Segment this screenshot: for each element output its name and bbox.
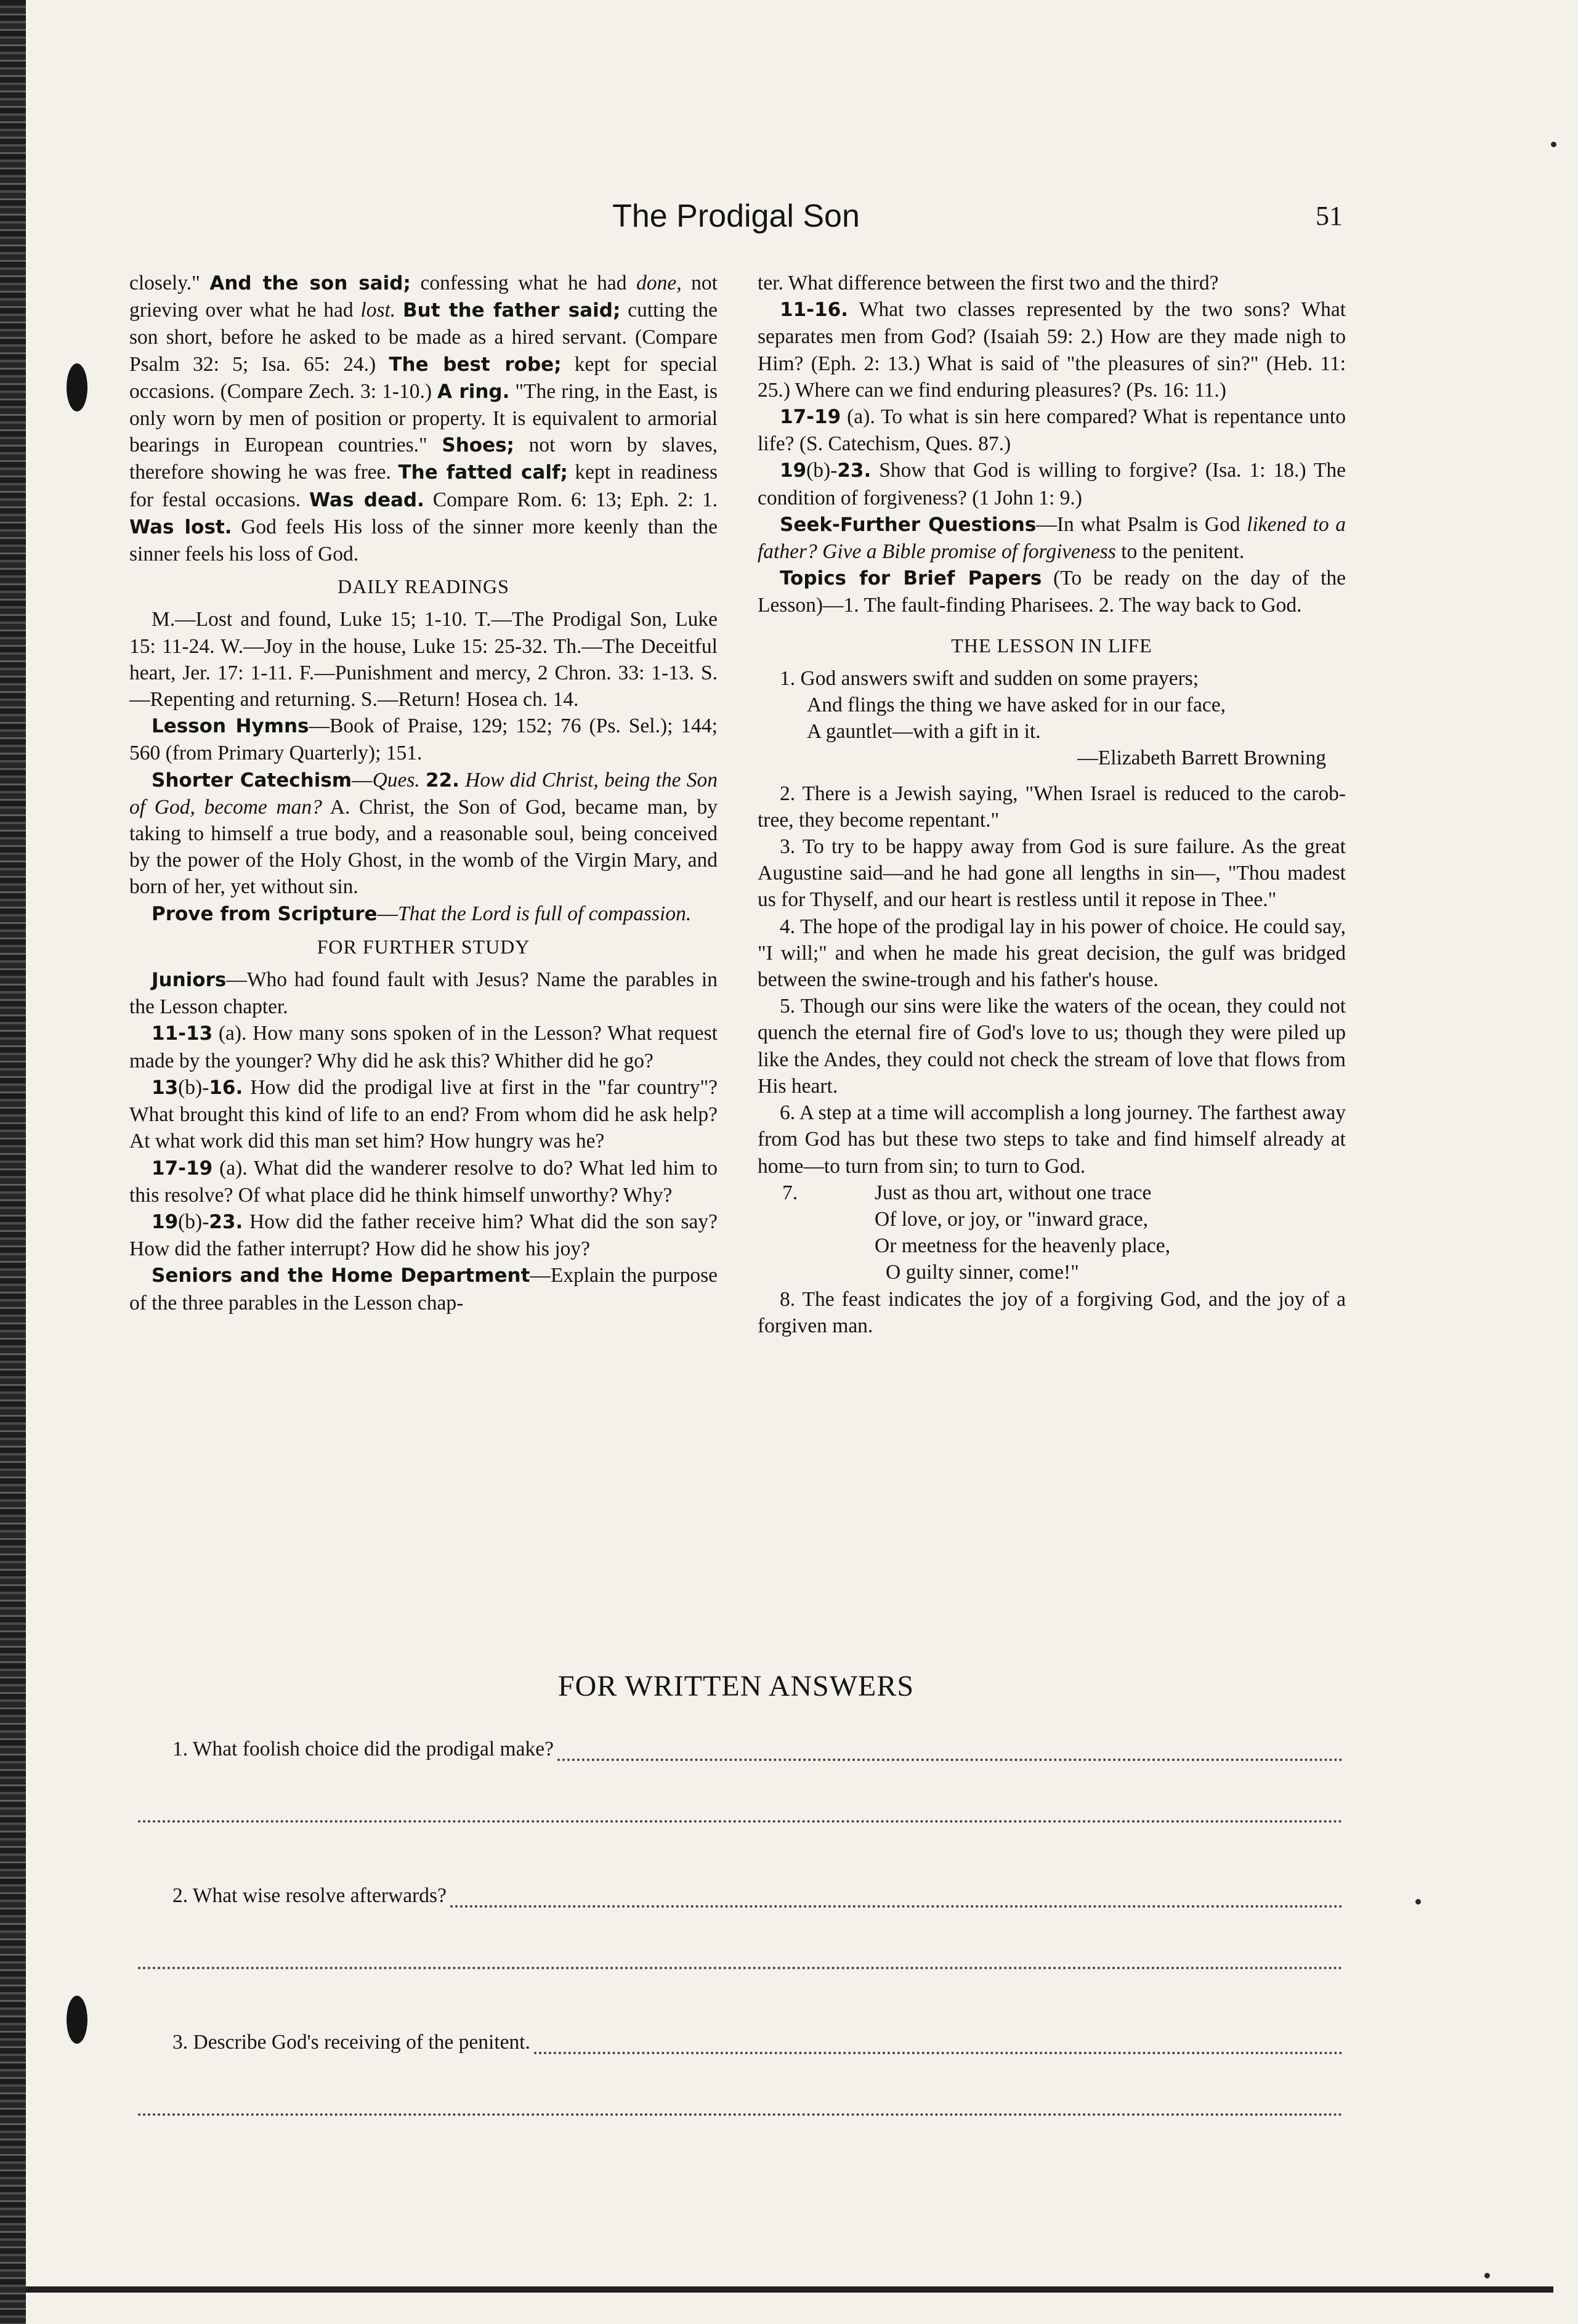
seek-further-questions: Seek-Further Questions—In what Psalm is God likened to a father? Give a Bible promise of forgiveness to the penitent. — [758, 512, 1346, 564]
bold-run: Seniors and the Home Department — [152, 1265, 530, 1287]
punch-hole-top — [67, 363, 87, 411]
lesson-in-life-heading: THE LESSON IN LIFE — [951, 634, 1152, 657]
bold-run: A ring. — [437, 380, 510, 403]
bold-run: 19 — [780, 460, 807, 482]
verse-line: O guilty sinner, come!" — [886, 1261, 1079, 1284]
topics-for-brief-papers: Topics for Brief Papers (To be ready on the day of the Lesson)—1. The fault-finding Pharisees. 2. The way back to God. — [758, 567, 1346, 617]
written-question-3-text: 3. Describe God's receiving of the penitent. — [172, 2031, 530, 2054]
lesson-item-8: 8. The feast indicates the joy of a forgiving God, and the joy of a forgiven man. — [758, 1287, 1346, 1337]
scan-speck — [1551, 142, 1556, 147]
bold-run: Was lost. — [129, 516, 232, 538]
written-question-1 — [172, 1738, 1343, 1761]
italic-run: Ques. — [372, 768, 420, 792]
bold-run: 23. — [837, 460, 872, 482]
further-study-heading: FOR FURTHER STUDY — [317, 935, 530, 958]
bold-run: Was dead. — [309, 488, 424, 511]
bold-run: But the father said; — [403, 299, 621, 322]
left-column — [129, 270, 718, 1316]
lesson-item-1-verse — [758, 692, 1346, 745]
lesson-item-4: 4. The hope of the prodigal lay in his power of choice. He could say, "I will;" and when he made his great decision, the gulf was bridged between the swine-trough and his father's house. — [758, 915, 1346, 992]
right-column — [758, 270, 1346, 1339]
running-head — [129, 195, 1343, 238]
page-title: The Prodigal Son — [612, 198, 860, 234]
bold-run: The best robe; — [389, 353, 562, 376]
bottom-rule — [26, 2286, 1553, 2293]
bold-run: 22. — [426, 769, 459, 792]
written-question-3 — [172, 2031, 1343, 2054]
bold-run: 17-19 — [152, 1157, 213, 1180]
answer-blank[interactable] — [450, 1888, 1343, 1908]
shorter-catechism: Shorter Catechism—Ques. 22. How did Christ, being the Son of God, become man? A. Christ, the Son of God, became man, by taking to himself a true body, and a reasonable soul, being conceived by the power of the Holy Ghost, in the womb of the Virgin Mary, and born of her, yet without sin. — [129, 768, 718, 899]
italic-run: Give a Bible promise of forgiveness — [822, 540, 1116, 564]
bold-run: 17-19 — [780, 406, 841, 429]
daily-readings-text: M.—Lost and found, Luke 15; 1-10. T.—The Prodigal Son, Luke 15: 11-24. W.—Joy in the house, Luke 15: 25-32. Th.—The Deceitful heart, Jer. 17: 1-11. F.—Punishment and mercy, 2 Chron. 33: 1-13. S.—Repenting and returning. S.—Return! Hosea ch. 14. — [129, 608, 718, 711]
bold-run: Shoes; — [442, 434, 514, 457]
verse-line: Or meetness for the heavenly place, — [875, 1234, 1170, 1258]
written-answers-section — [129, 1669, 1343, 2177]
bold-run: Juniors — [152, 969, 227, 992]
lesson-item-2: 2. There is a Jewish saying, "When Israel is reduced to the carob-tree, they become repentant." — [758, 782, 1346, 832]
answer-blank[interactable] — [534, 2035, 1343, 2054]
seniors-question-19-23: 19(b)-23. Show that God is willing to forgive? (Isa. 1: 18.) The condition of forgiveness? (1 John 1: 9.) — [758, 459, 1346, 509]
study-question-17-19: 17-19 (a). What did the wanderer resolve to do? What led him to this resolve? Of what place did he think himself unworthy? Why? — [129, 1156, 718, 1207]
bold-run: And the son said; — [209, 272, 411, 294]
bold-run: Topics for Brief Papers — [780, 567, 1042, 590]
italic-run: How did Christ, being the Son of God, become man? — [129, 768, 718, 819]
bold-run: Shorter Catechism — [152, 769, 352, 792]
punch-hole-bottom — [67, 1996, 87, 2044]
verse-line: Just as thou art, without one trace — [875, 1181, 1152, 1204]
lesson-item-1: 1. God answers swift and sudden on some prayers; — [780, 666, 1199, 690]
bold-run: 19 — [152, 1210, 179, 1233]
study-question-11-13: 11-13 (a). How many sons spoken of in the Lesson? What request made by the younger? Why did he ask this? Whither did he go? — [129, 1022, 718, 1072]
verse-line: Of love, or joy, or "inward grace, — [875, 1207, 1149, 1231]
scan-speck — [1415, 1899, 1421, 1905]
written-question-2-text: 2. What wise resolve afterwards? — [172, 1884, 447, 1907]
lesson-item-7-verse — [875, 1180, 1170, 1286]
written-question-2 — [172, 1884, 1343, 1908]
verse-attribution: —Elizabeth Barrett Browning — [1077, 747, 1326, 770]
daily-readings-heading: DAILY READINGS — [338, 575, 509, 598]
italic-run: likened to a father? — [758, 512, 1346, 564]
answer-blank-line[interactable] — [138, 2112, 1343, 2116]
answer-blank[interactable] — [557, 1741, 1343, 1761]
page-number: 51 — [1316, 201, 1343, 231]
juniors-paragraph: Juniors—Who had found fault with Jesus? Name the parables in the Lesson chapter. — [129, 968, 718, 1019]
scan-binding-edge — [0, 0, 26, 2324]
verse-line: A gauntlet—with a gift in it. — [807, 720, 1041, 743]
seniors-paragraph-continued: ter. What difference between the first two and the third? — [758, 272, 1219, 294]
lesson-item-7 — [758, 1180, 1346, 1286]
seniors-question-17-19: 17-19 (a). To what is sin here compared? What is repentance unto life? (S. Catechism, Ques. 87.) — [758, 405, 1346, 456]
bold-run: 13 — [152, 1076, 179, 1099]
seniors-paragraph: Seniors and the Home Department—Explain the purpose of the three parables in the Lesson chap- — [129, 1264, 718, 1314]
seniors-question-11-16: 11-16. What two classes represented by the two sons? What separates men from God? (Isaiah 59: 2.) How are they made nigh to Him? (Eph. 2: 13.) What is said of "the pleasures of sin?" (Heb. 11: 25.) Where can we find enduring pleasures? (Ps. 16: 11.) — [758, 298, 1346, 402]
notes-paragraph: closely." And the son said; confessing what he had done, not grieving over what he had lost. But the father said; cutting the son short, before he asked to be made as a hired servant. (Compare Psalm 32: 5; Isa. 65: 24.) The best robe; kept for special occasions. (Compare Zech. 3: 1-10.) A ring. "The ring, in the East, is only worn by men of position or property. It is equivalent to armorial bearings in European countries." Shoes; not worn by slaves, therefore showing he was free. The fatted calf; kept in readiness for festal occasions. Was dead. Compare Rom. 6: 13; Eph. 2: 1. Was lost. God feels His loss of the sinner more keenly than the sinner feels his loss of God. — [129, 272, 718, 566]
italic-run: That the Lord is full of compassion. — [398, 902, 692, 925]
study-question-19-23: 19(b)-23. How did the father receive him? What did the son say? How did the father interrupt? How did he show his joy? — [129, 1210, 718, 1261]
bold-run: 11-13 — [152, 1022, 213, 1045]
written-question-1-text: 1. What foolish choice did the prodigal make? — [172, 1738, 554, 1760]
lesson-hymns: Lesson Hymns—Book of Praise, 129; 152; 76 (Ps. Sel.); 144; 560 (from Primary Quarterly); 151. — [129, 715, 718, 765]
italic-run: done, — [636, 272, 682, 294]
bold-run: The fatted calf; — [398, 461, 568, 484]
bold-run: 11-16. — [780, 299, 848, 322]
bold-run: Prove from Scripture — [152, 902, 378, 925]
answer-blank-line[interactable] — [138, 1966, 1343, 1969]
lesson-item-5: 5. Though our sins were like the waters of the ocean, they could not quench the eternal fire of God's love to us; though they were piled up like the Andes, they could not check the stream of love that flows from His heart. — [758, 995, 1346, 1098]
lesson-item-3: 3. To try to be happy away from God is sure failure. As the great Augustine said—and he had gone all lengths in sin—, "Thou madest us for Thyself, and our heart is restless until it repose in Thee." — [758, 835, 1346, 912]
lesson-item-7-number: 7. — [782, 1181, 798, 1204]
bold-run: Seek-Further Questions — [780, 513, 1037, 536]
answer-blank-line[interactable] — [138, 1819, 1343, 1823]
study-question-13-16: 13(b)-16. How did the prodigal live at first in the "far country"? What brought this kind of life to an end? From whom did he ask help? At what work did this man set him? How hungry was he? — [129, 1075, 718, 1153]
scan-speck — [1484, 2273, 1490, 2278]
bold-run: Lesson Hymns — [152, 715, 309, 738]
verse-line: And flings the thing we have asked for in our face, — [807, 694, 1226, 717]
lesson-item-6: 6. A step at a time will accomplish a long journey. The farthest away from God has but these two steps to take and find himself already at home—to turn from sin; to turn to God. — [758, 1101, 1346, 1178]
italic-run: lost. — [360, 299, 396, 322]
prove-from-scripture: Prove from Scripture—That the Lord is full of compassion. — [152, 902, 692, 925]
written-answers-heading: FOR WRITTEN ANSWERS — [557, 1670, 915, 1703]
bold-run: 16. — [209, 1076, 243, 1099]
bold-run: 23. — [209, 1210, 243, 1233]
